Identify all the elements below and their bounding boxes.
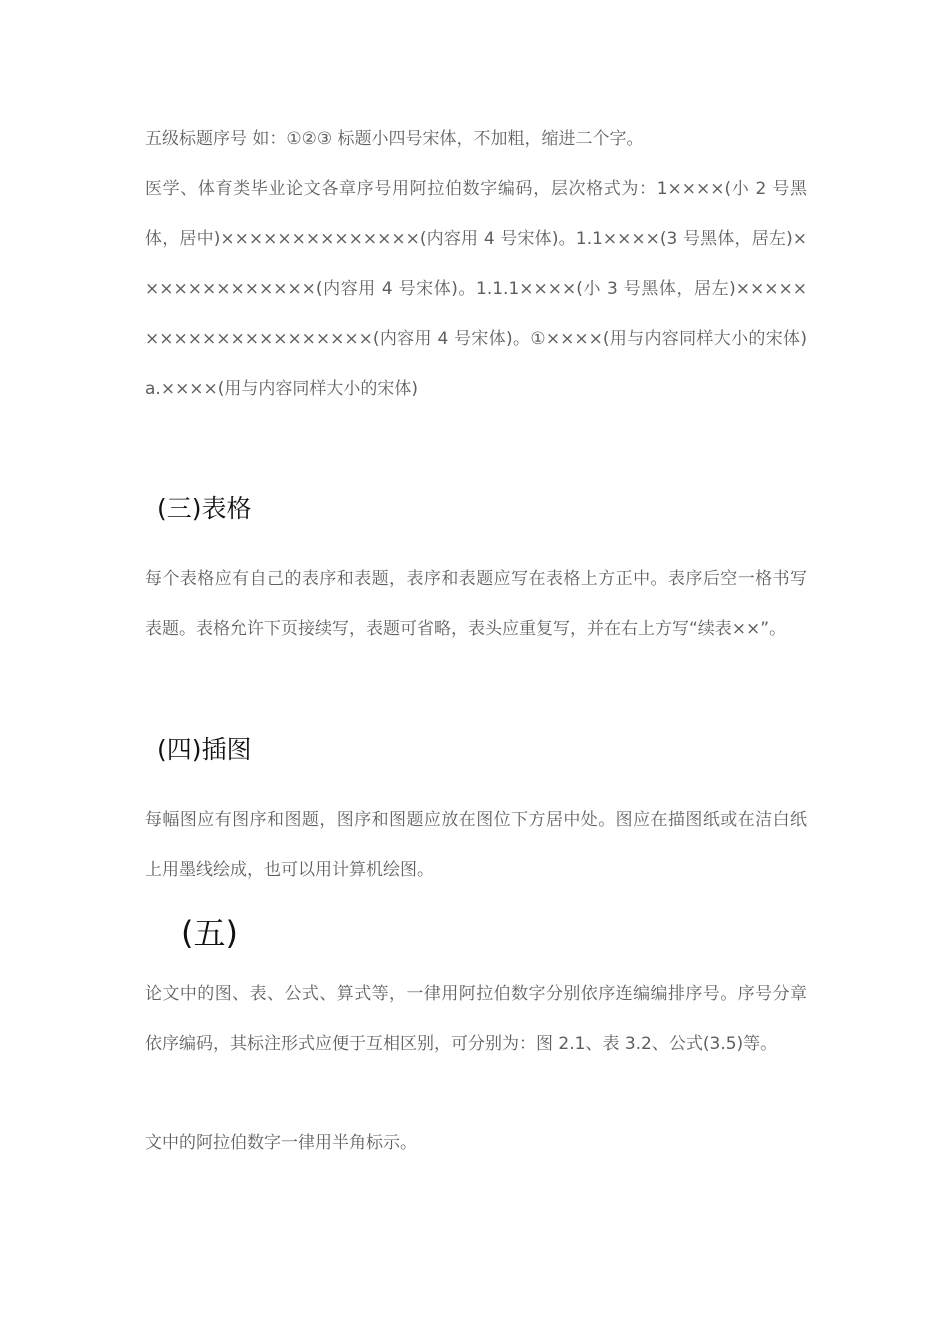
paragraph-medical-numbering: 医学、体育类毕业论文各章序号用阿拉伯数字编码，层次格式为：1××××(小 2 号黑体，居中)××××××××××××××(内容用 4 号宋体)。1.1××××(3 号黑体，居左)×××××××××××××(内容用 4 号宋体)。1.1.1××××(小 3 号黑体，居左)×××××××××××××××××××××(内容用 4 号宋体)。①××××(用与内容同样大小的宋体)a.××××(用与内容同样大小的宋体) [145, 179, 807, 399]
paragraph-level5-heading-rule: 五级标题序号 如：①②③ 标题小四号宋体，不加粗，缩进二个字。 [145, 129, 644, 149]
paragraph-figures: 每幅图应有图序和图题，图序和图题应放在图位下方居中处。图应在描图纸或在洁白纸上用墨线绘成，也可以用计算机绘图。 [145, 810, 807, 880]
paragraph-numbering-rules: 论文中的图、表、公式、算式等，一律用阿拉伯数字分别依序连编编排序号。序号分章依序编码，其标注形式应便于互相区别，可分别为：图 2.1、表 3.2、公式(3.5)等。 [145, 984, 807, 1054]
paragraph-half-width-digits: 文中的阿拉伯数字一律用半角标示。 [145, 1133, 417, 1153]
heading-section-five: (五) [181, 914, 238, 952]
paragraph-tables: 每个表格应有自己的表序和表题，表序和表题应写在表格上方正中。表序后空一格书写表题。表格允许下页接续写，表题可省略，表头应重复写，并在右上方写“续表××”。 [145, 569, 807, 639]
heading-tables: (三)表格 [157, 494, 252, 523]
heading-figures: (四)插图 [157, 735, 252, 764]
